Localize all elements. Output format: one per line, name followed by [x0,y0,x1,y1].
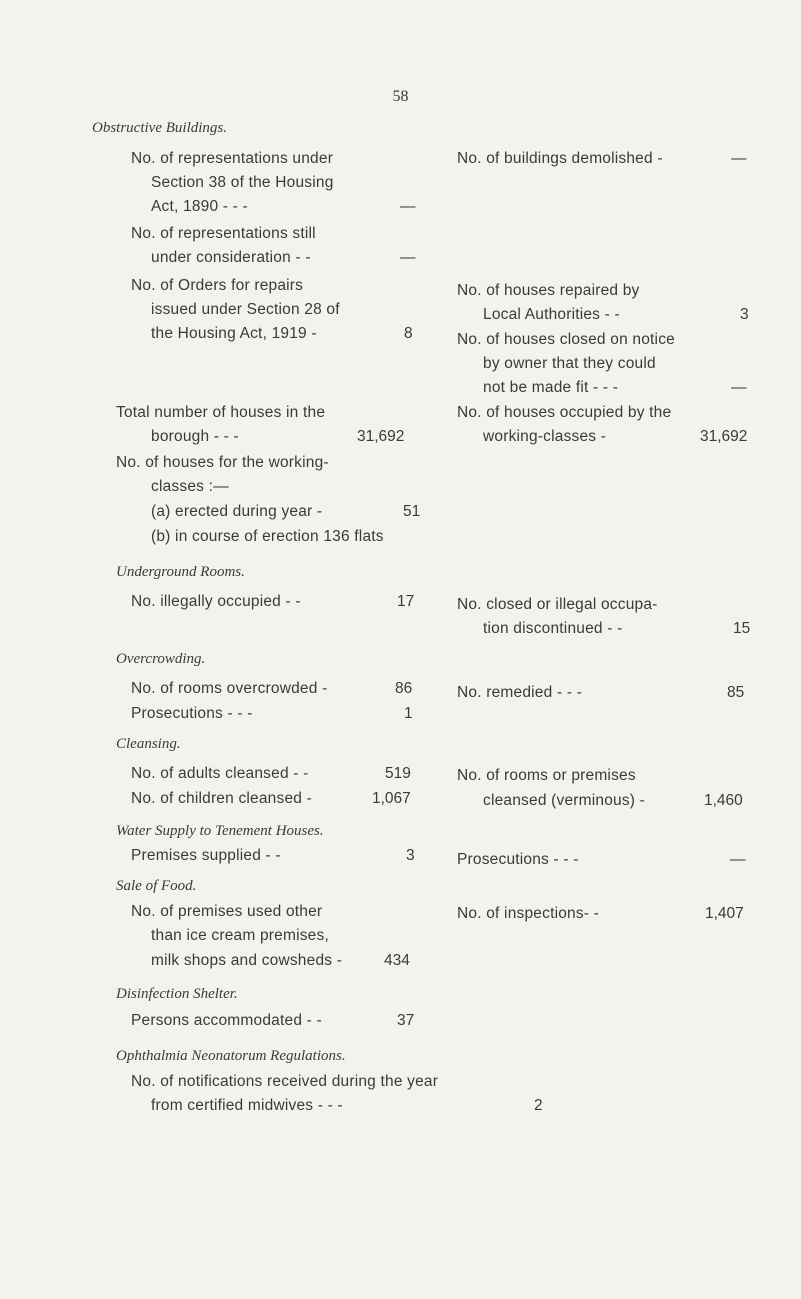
obstructive-r3a: No. of houses closed on notice [457,331,675,348]
totals-r1b: working-classes - [483,428,607,445]
overcrowding-l1: No. of rooms overcrowded - [131,680,328,697]
totals-l1-value: 31,692 [357,428,405,445]
section-heading-disinfection: Disinfection Shelter. [116,986,238,1002]
totals-l2c-value: 51 [403,503,421,520]
obstructive-r1-value: — [731,150,747,167]
obstructive-r1a: No. of buildings demolished - [457,150,663,167]
cleansing-r1a: No. of rooms or premises [457,767,636,784]
obstructive-l3a: No. of Orders for repairs [131,277,304,294]
overcrowding-r1: No. remedied - - - [457,684,583,701]
food-l1-value: 434 [384,952,410,969]
cleansing-l2: No. of children cleansed - [131,790,312,807]
water-r1-value: — [730,851,746,868]
totals-l2d: (b) in course of erection 136 flats [151,528,384,545]
underground-l1-value: 17 [397,593,415,610]
underground-l1: No. illegally occupied - - [131,593,301,610]
section-heading-obstructive: Obstructive Buildings. [92,120,227,136]
food-l1a: No. of premises used other [131,903,323,920]
cleansing-l2-value: 1,067 [372,790,411,807]
obstructive-l1b: Section 38 of the Housing [151,174,334,191]
overcrowding-l1-value: 86 [395,680,413,697]
obstructive-l1-value: — [400,198,416,215]
overcrowding-l2: Prosecutions - - - [131,705,253,722]
obstructive-l3c: the Housing Act, 1919 - [151,325,317,342]
section-heading-water: Water Supply to Tenement Houses. [116,823,324,839]
obstructive-l1a: No. of representations under [131,150,334,167]
underground-r1a: No. closed or illegal occupa- [457,596,658,613]
section-heading-overcrowding: Overcrowding. [116,651,206,667]
totals-r1-value: 31,692 [700,428,748,445]
underground-r1-value: 15 [733,620,751,637]
section-heading-ophthalmia: Ophthalmia Neonatorum Regulations. [116,1048,346,1064]
cleansing-r1-value: 1,460 [704,792,743,809]
food-l1c: milk shops and cowsheds - [151,952,343,969]
water-l1: Premises supplied - - [131,847,281,864]
cleansing-l1: No. of adults cleansed - - [131,765,309,782]
totals-l1a: Total number of houses in the [116,404,326,421]
section-heading-underground: Underground Rooms. [116,564,245,580]
water-r1: Prosecutions - - - [457,851,579,868]
cleansing-l1-value: 519 [385,765,411,782]
food-r1: No. of inspections- - [457,905,600,922]
totals-l2b: classes :— [151,478,229,495]
water-l1-value: 3 [406,847,415,864]
ophthalmia-l1-value: 2 [534,1097,543,1114]
ophthalmia-l1b: from certified midwives - - - [151,1097,343,1114]
overcrowding-l2-value: 1 [404,705,413,722]
totals-l1b: borough - - - [151,428,239,445]
totals-r1a: No. of houses occupied by the [457,404,672,421]
obstructive-r2-value: 3 [740,306,749,323]
obstructive-l2a: No. of representations still [131,225,316,242]
ophthalmia-l1a: No. of notifications received during the year [131,1073,439,1090]
obstructive-r2b: Local Authorities - - [483,306,620,323]
obstructive-r2a: No. of houses repaired by [457,282,640,299]
page-number: 58 [392,88,409,105]
obstructive-r3-value: — [731,379,747,396]
food-l1b: than ice cream premises, [151,927,329,944]
disinfection-l1: Persons accommodated - - [131,1012,322,1029]
obstructive-l3b: issued under Section 28 of [151,301,340,318]
obstructive-l1c: Act, 1890 - - - [151,198,248,215]
disinfection-l1-value: 37 [397,1012,415,1029]
overcrowding-r1-value: 85 [727,684,745,701]
food-r1-value: 1,407 [705,905,744,922]
obstructive-l2b: under consideration - - [151,249,311,266]
section-heading-food: Sale of Food. [116,878,197,894]
obstructive-r3c: not be made fit - - - [483,379,619,396]
section-heading-cleansing: Cleansing. [116,736,181,752]
totals-l2a: No. of houses for the working- [116,454,329,471]
obstructive-l2-value: — [400,249,416,266]
obstructive-l3-value: 8 [404,325,413,342]
obstructive-r3b: by owner that they could [483,355,656,372]
totals-l2c: (a) erected during year - [151,503,323,520]
cleansing-r1b: cleansed (verminous) - [483,792,646,809]
underground-r1b: tion discontinued - - [483,620,623,637]
